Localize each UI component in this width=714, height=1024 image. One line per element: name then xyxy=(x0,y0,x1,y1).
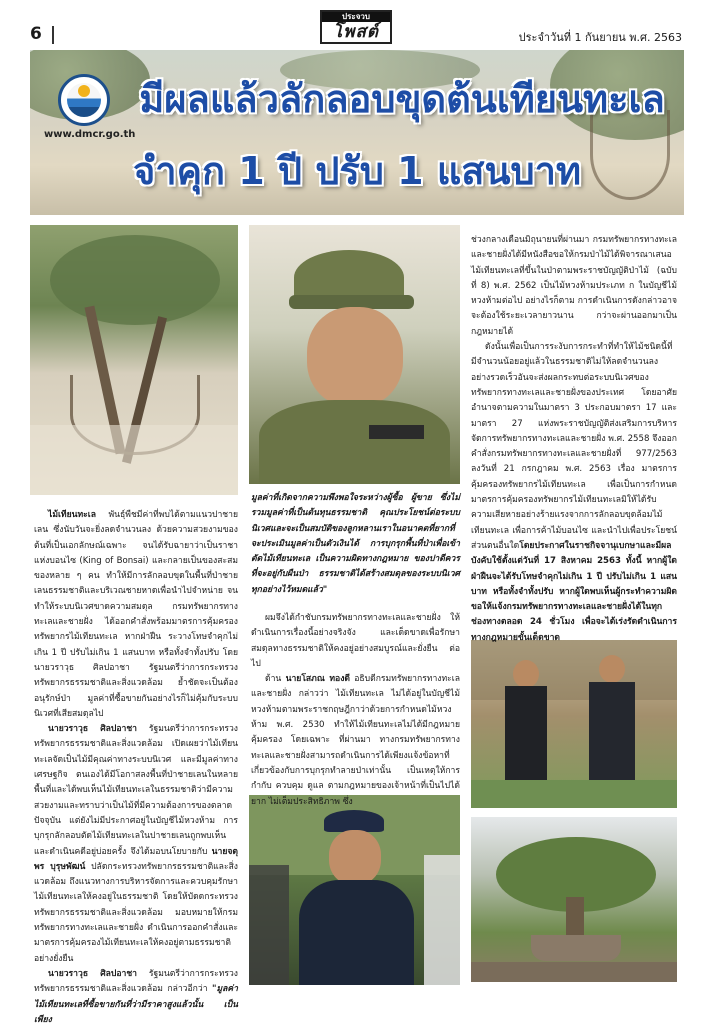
right-paragraph-1: ช่วงกลางเดือนมิถุนายนที่ผ่านมา กรมทรัพยากรทางทะเลและชายฝั่งได้มีหนังสือขอให้กรมป่าไม้ได้พิจารณาเสนอไม้เทียนทะเลที่ขึ้นในป่าตามพระราชบัญญัติป่าไม้ (ฉบับที่ 8) พ.ศ. 2562 เป็นไม้หวงห้ามประเภท ก ในบัญชีไม้หวงห้ามต่อไป อย่างไรก็ตาม การดำเนินการดังกล่าวอาจจะต้องใช้ระยะเวลายาวนาน กว่าจะผ่านออกมาเป็นกฎหมายได้ xyxy=(471,235,677,337)
left-paragraph-3: นายวราวุธ ศิลปอาชา รัฐมนตรีว่าการกระทรวงทรัพยากรธรรมชาติและสิ่งแวดล้อม กล่าวอีกว่า "มูลค่าไม้เทียนทะเลที่ซื้อขายกันที่ว่ามีราคาสูงแล้วนั้น เป็นเพียง xyxy=(34,968,238,1024)
officials-pair-photo xyxy=(471,640,677,808)
header-divider xyxy=(52,26,54,44)
masthead-top: ประจวบ xyxy=(322,12,390,22)
mangrove-tree-photo xyxy=(30,225,238,495)
middle-paragraph-1: ผมจึงได้กำชับกรมทรัพยากรทางทะเลและชายฝั่ง ให้ดำเนินการเรื่องนี้อย่างจริงจัง และเด็ดขาดเพื่อรักษาสมดุลทางธรรมชาติให้คงอยู่อย่างสมบูรณ์และยั่งยืน ต่อไป xyxy=(251,613,460,669)
website-url: www.dmcr.go.th xyxy=(44,129,136,140)
right-paragraph-2: ดังนั้นเพื่อเป็นการระงับการกระทำที่ทำให้ไม้ชนิดนี้ที่มีจำนวนน้อยอยู่แล้วในธรรมชาติไม่ให้ลดจำนวนลงอย่างรวดเร็วอันจะส่งผลกระทบต่อระบบนิเวศของทรัพยากรทางทะเลและชายฝั่งของประเทศ โดยอาศัยอำนาจตามความในมาตรา 3 ประกอบมาตรา 17 และมาตรา 27 แห่งพระราชบัญญัติส่งเสริมการบริหารจัดการทรัพยากรทางทะเลและชายฝั่ง พ.ศ. 2558 จึงออกคำสั่งกรมทรัพยากรทางทะเลและชายฝั่งที่ 977/2563 ลงวันที่ 21 กรกฎาคม พ.ศ. 2563 เรื่อง มาตรการคุ้มครองทรัพยากรไม้เทียนทะเล เพื่อเป็นการกำหนดมาตรการคุ้มครองทรัพยากรไม้เทียนทะเลมิให้ได้รับความเสียหายอย่างร้ายแรงจากการลักลอบขุดล้อมไม้เทียนทะเล เพื่อการค้าไม้บอนไซ และนำไปเพื่อประโยชน์ส่วนตนอื่นใดโดยประกาศในราชกิจจานุเบกษาและมีผลบังคับใช้ตั้งแต่วันที่ 17 สิงหาคม 2563 ทั้งนี้ หากผู้ใดฝ่าฝืนจะได้รับโทษจำคุกไม่เกิน 1 ปี ปรับไม่เกิน 1 แสนบาท หรือทั้งจำทั้งปรับ หากผู้ใดพบเห็นผู้กระทำความผิดขอให้แจ้งกรมทรัพยากรทางทะเลและชายฝั่งได้ในทุกช่องทางตลอด 24 ชั่วโมง เพื่อจะได้เร่งรัดดำเนินการทางกฎหมายขั้นเด็ดขาด xyxy=(471,342,677,643)
newspaper-masthead xyxy=(320,10,392,44)
minister-portrait-photo xyxy=(249,225,460,484)
headline-line-1: มีผลแล้วลักลอบขุดต้นเทียนทะเล xyxy=(139,77,665,121)
director-general-name: นายโสภณ ทองดี xyxy=(285,674,350,685)
article-column-left xyxy=(34,508,238,1024)
masthead-title: โพสต์ xyxy=(333,22,379,42)
left-paragraph-1: ไม้เทียนทะเล พันธุ์พืชมีค่าที่พบได้ตามแนวปาชายเลน ซึ่งนับวันจะยิ่งลดจำนวนลง ด้วยความสวยงามของต้นที่เป็นเอกลักษณ์เฉพาะ จนได้รับฉายาว่าเป็นราชาแห่งบอนไซ (King of Bonsai) และกลายเป็นของสะสมของหลาย ๆ คน ทำให้มีการลักลอบขุดในพื้นที่ป่าชายเลนธรรมชาติและบริเวณชายหาดเพื่อนำไปจำหน่าย จนทำให้ระบบนิเวศขาดความสมดุล กรมทรัพยากรทางทะเลและชายฝั่ง ได้ออกคำสั่งพร้อมมาตรการคุ้มครองทรัพยากรไม้เทียนทะเล หากฝ่าฝืน ระวางโทษจำคุกไม่เกิน 1 ปี ปรับไม่เกิน 1 แสนบาท หรือทั้งจำทั้งปรับ โดยนายวราวุธ ศิลปอาชา รัฐมนตรีว่าการกระทรวงทรัพยากรธรรมชาติและสิ่งแวดล้อม ย้ำชัดจะเป็นต้องอนุรักษ์ป่า มูลค่าที่ซื้อขายกันอย่างไรก็ไม่คุ้มกับระบบนิเวศที่เสียสมดุลไป xyxy=(34,510,238,719)
left-paragraph-2: นายวราวุธ ศิลปอาชา รัฐมนตรีว่าการกระทรวงทรัพยากรธรรมชาติและสิ่งแวดล้อม เปิดเผยว่าไม้เทียนทะเลจัดเป็นไม้มีคุณค่าทางระบบนิเวศ และมีมูลค่าทางเศรษฐกิจ ตนเองได้มีโอกาสลงพื้นที่ป่าชายเลนในหลายพื้นที่และได้พบเห็นไม้เทียนทะเลในธรรมชาติว่ามีความสวยงามและทราบว่าเป็นไม้ที่มีความต้องการของตลาดปัจจุบัน แต่ยังไม่มีประกาศอยู่ในบัญชีไม้หวงห้าม การบุกรุกลักลอบตัดไม้เทียนทะเลในปาชายเลนถูกพบเห็นและดำเนินคดีอยู่บ่อยครั้ง จึงได้มอบนโยบายกับ นายจตุพร บุรุษพัฒน์ ปลัดกระทรวงทรัพยากรธรรมชาติและสิ่งแวดล้อม ถึงแนวทางการบริหารจัดการและควบคุมรักษาไม้เทียนทะเลให้คงอยู่ในธรรมชาติ โดยให้บัดดกระทรวงทรัพยากรธรรมชาติและสิ่งแวดล้อม มอบหมายให้กรมทรัพยากรทางทะเลและชายฝั่ง ดำเนินการออกคำสั่งและมาตรการคุ้มครองไม้เทียนทะเลให้คงอยู่ตามธรรมชาติอย่างยั่งยืน xyxy=(34,724,239,964)
officials-group-photo xyxy=(249,795,460,985)
page-number: 6 xyxy=(30,24,42,44)
bonsai-tree-photo xyxy=(471,817,677,982)
minister-name: นายวราวุธ ศิลปอาชา xyxy=(48,724,138,735)
page-header xyxy=(0,0,714,50)
minister-quote: มูลค่าที่เกิดจากความพึงพอใจระหว่างผู้ซื้อ ผู้ขาย ซึ่งไม่รวมมูลค่าที่เป็นต้นทุนธรรมชาติ คุณประโยชน์ต่อระบบนิเวศและจะเป็นสมบัติของลูกหลานเราในอนาคตที่ยากที่จะประเมินมูลค่าเป็นตัวเงินได้ การบุกรุกพื้นที่ป่าเพื่อเข้าตัดไม้เทียนทะเล เป็นความผิดทางกฎหมาย ของปาดีควรที่จะอยู่กับผืนป่า ธรรมชาติได้สร้างสมดุลของระบบนิเวศทุกอย่างไว้หมดแล้ว" xyxy=(251,493,460,595)
middle-paragraph-2: ด้าน นายโสภณ ทองดี อธิบดีกรมทรัพยากรทางทะเลและชายฝั่ง กล่าวว่า ไม้เทียนทะเล ไม่ได้อยู่ในบัญชีไม้หวงห้ามตามพระราชกฤษฎีกาว่าด้วยการกำหนดไม้หวงห้าม พ.ศ. 2530 ทำให้ไม้เทียนทะเลไม่ได้มีกฎหมายคุ้มครอง โดยเฉพาะ ที่ผ่านมา ทางกรมทรัพยากรทางทะเลและชายฝั่งสามารถดำเนินการได้เพียงแจ้งข้อหาที่เกี่ยวข้องกับการบุกรุกทำลายป่าเท่านั้น เป็นเหตุให้การกำกับ ควบคุม ดูแล ตามกฎหมายของเจ้าหน้าที่เป็นไปได้ยาก ไม่เต็มประสิทธิภาพ ซึ่ง xyxy=(251,674,460,807)
headline-line-2: จำคุก 1 ปี ปรับ 1 แสนบาท xyxy=(132,149,581,193)
article-column-middle xyxy=(251,611,460,810)
article-column-right xyxy=(471,233,677,646)
tree-name: ไม้เทียนทะเล xyxy=(48,510,96,520)
penalty-notice: โดยประกาศในราชกิจจานุเบกษาและมีผลบังคับใช้ตั้งแต่วันที่ 17 สิงหาคม 2563 ทั้งนี้ หากผู้ใดฝ่าฝืนจะได้รับโทษจำคุกไม่เกิน 1 ปี ปรับไม่เกิน 1 แสนบาท หรือทั้งจำทั้งปรับ หากผู้ใดพบเห็นผู้กระทำความผิดขอให้แจ้งกรมทรัพยากรทางทะเลและชายฝั่งได้ในทุกช่องทางตลอด 24 ชั่วโมง เพื่อจะได้เร่งรัดดำเนินการทางกฎหมายขั้นเด็ดขาด xyxy=(471,540,677,643)
permanent-secretary-name: นายจตุพร บุรุษพัฒน์ xyxy=(34,846,238,872)
issue-date: ประจำวันที่ 1 กันยายน พ.ศ. 2563 xyxy=(518,31,682,44)
minister-quote-start: "มูลค่าไม้เทียนทะเลที่ซื้อขายกันที่ว่ามีราคาสูงแล้วนั้น เป็นเพียง xyxy=(34,984,238,1024)
